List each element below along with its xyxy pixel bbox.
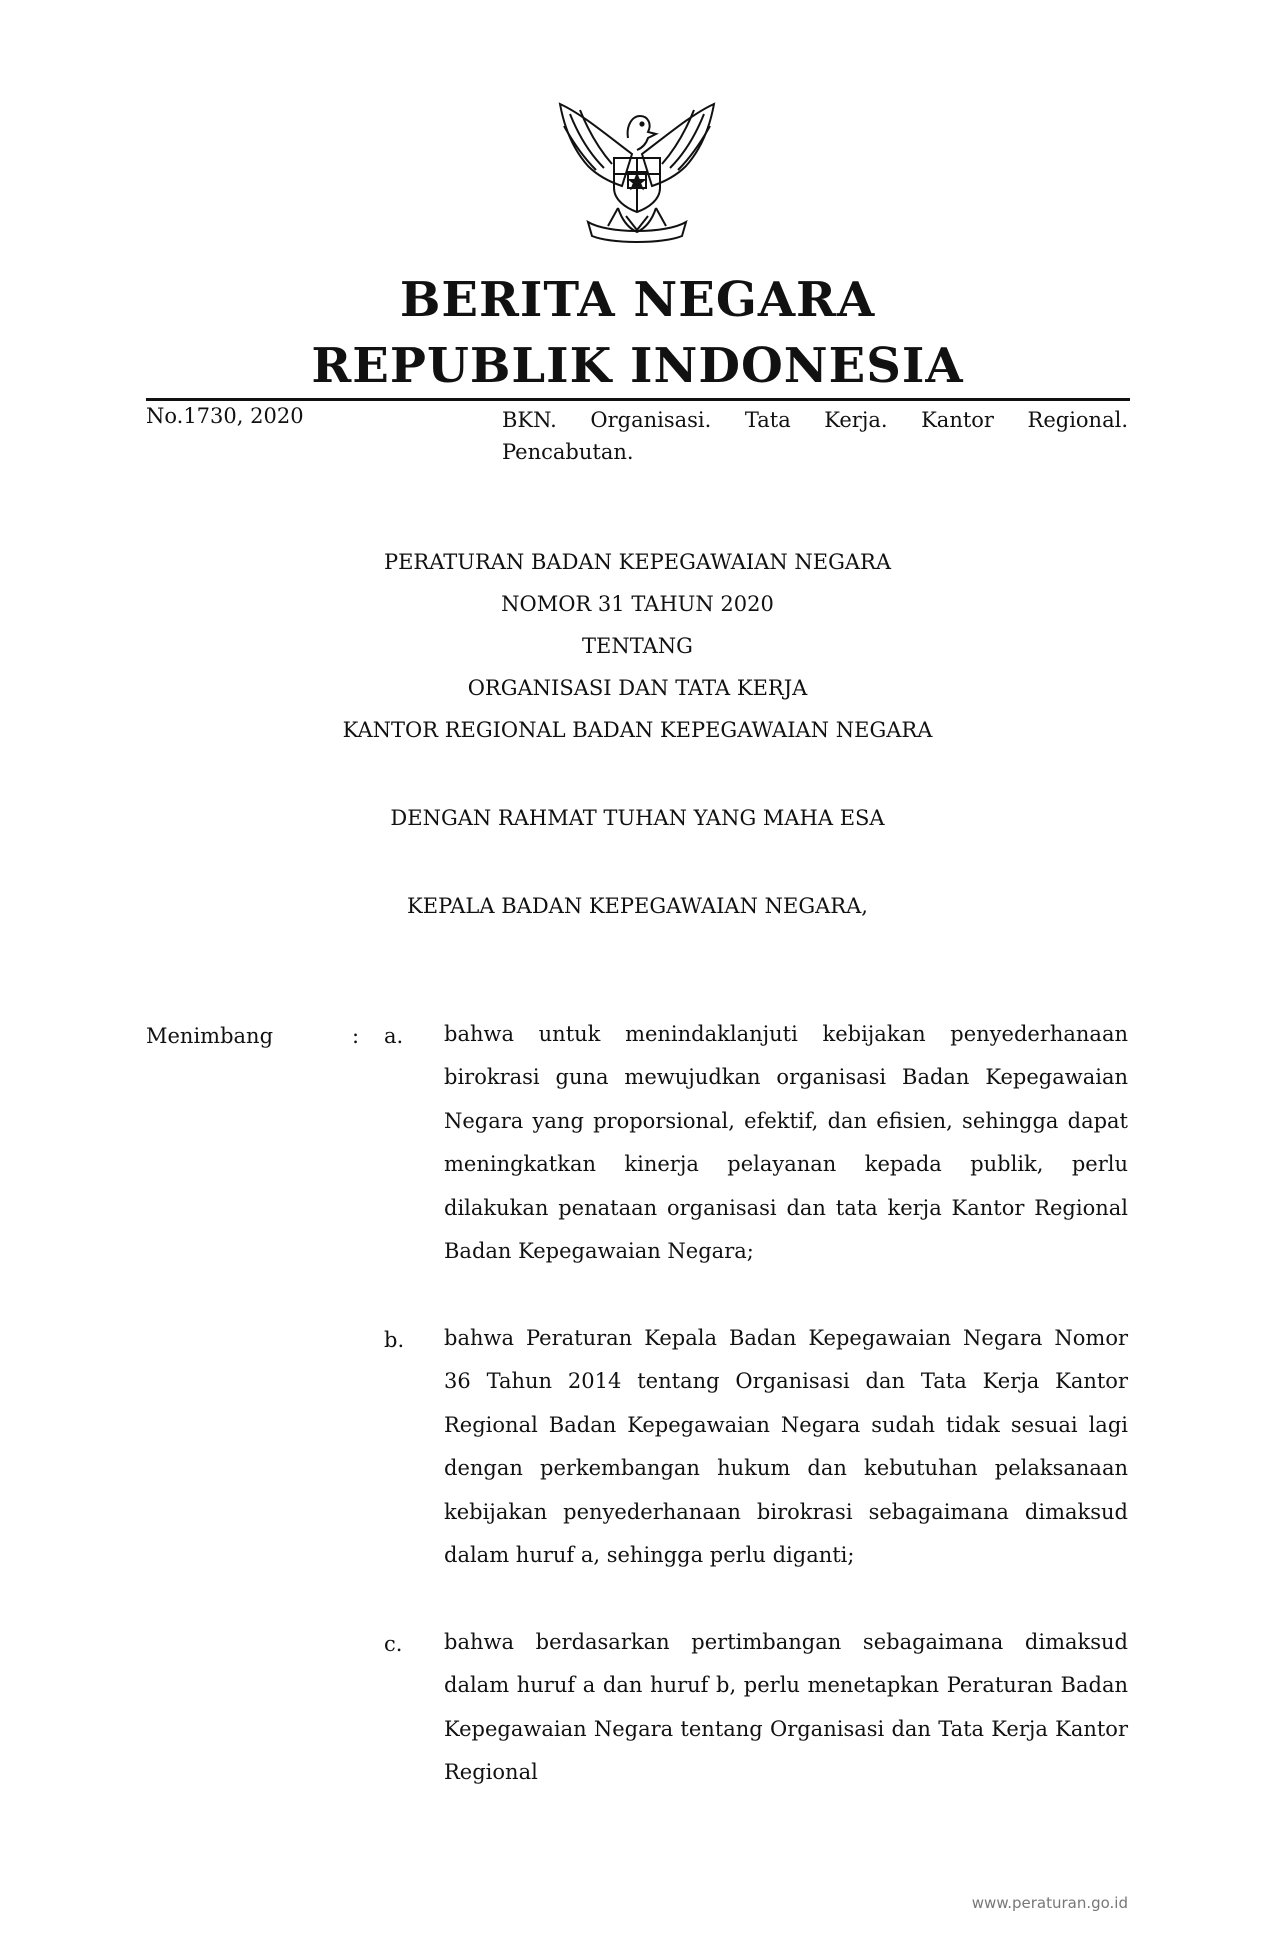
invocation: DENGAN RAHMAT TUHAN YANG MAHA ESA: [390, 806, 885, 830]
considering-label: Menimbang: [146, 1024, 274, 1048]
gazette-number: No.1730, 2020: [146, 404, 304, 428]
gazette-subject: BKN. Organisasi. Tata Kerja. Kantor Regional. Pencabutan.: [502, 408, 1128, 464]
considering-item-text: bahwa berdasarkan pertimbangan sebagaimana dimaksud dalam huruf a dan huruf b, perlu menetapkan Peraturan Badan Kepegawaian Negara tentang Organisasi dan Tata Kerja Kantor Regional: [444, 1630, 1128, 1785]
regulation-title-line-3: TENTANG: [582, 634, 693, 658]
considering-item-text: bahwa Peraturan Kepala Badan Kepegawaian Negara Nomor 36 Tahun 2014 tentang Organisasi dan Tata Kerja Kantor Regional Badan Kepegawaian Negara sudah tidak sesuai lagi dengan perkembangan hukum dan kebutuhan pelaksanaan kebijakan penyederhanaan birokrasi sebagaimana dimaksud dalam huruf a, sehingga perlu diganti;: [444, 1326, 1128, 1568]
considering-item-text: bahwa untuk menindaklanjuti kebijakan penyederhanaan birokrasi guna mewujudkan organisasi Badan Kepegawaian Negara yang proporsional, efektif, dan efisien, sehingga dapat meningkatkan kinerja pelayanan kepada publik, perlu dilakukan penataan organisasi dan tata kerja Kantor Regional Badan Kepegawaian Negara;: [444, 1022, 1128, 1264]
footer-source-url: www.peraturan.go.id: [971, 1894, 1128, 1912]
considering-item-letter: c.: [384, 1632, 403, 1656]
regulation-title-line-4: ORGANISASI DAN TATA KERJA: [467, 676, 808, 700]
considering-colon: :: [352, 1024, 360, 1048]
considering-item-letter: b.: [384, 1328, 405, 1352]
regulation-title-line-5: KANTOR REGIONAL BADAN KEPEGAWAIAN NEGARA: [342, 718, 933, 742]
masthead-divider: [146, 398, 1130, 401]
considering-item-letter: a.: [384, 1024, 404, 1048]
regulation-title-line-2: NOMOR 31 TAHUN 2020: [501, 592, 774, 616]
masthead-subtitle: REPUBLIK INDONESIA: [311, 338, 964, 394]
issuing-authority: KEPALA BADAN KEPEGAWAIAN NEGARA,: [407, 894, 868, 918]
masthead-title: BERITA NEGARA: [399, 272, 876, 328]
regulation-title-line-1: PERATURAN BADAN KEPEGAWAIAN NEGARA: [383, 550, 892, 574]
garuda-pancasila-emblem-icon: [548, 96, 726, 248]
